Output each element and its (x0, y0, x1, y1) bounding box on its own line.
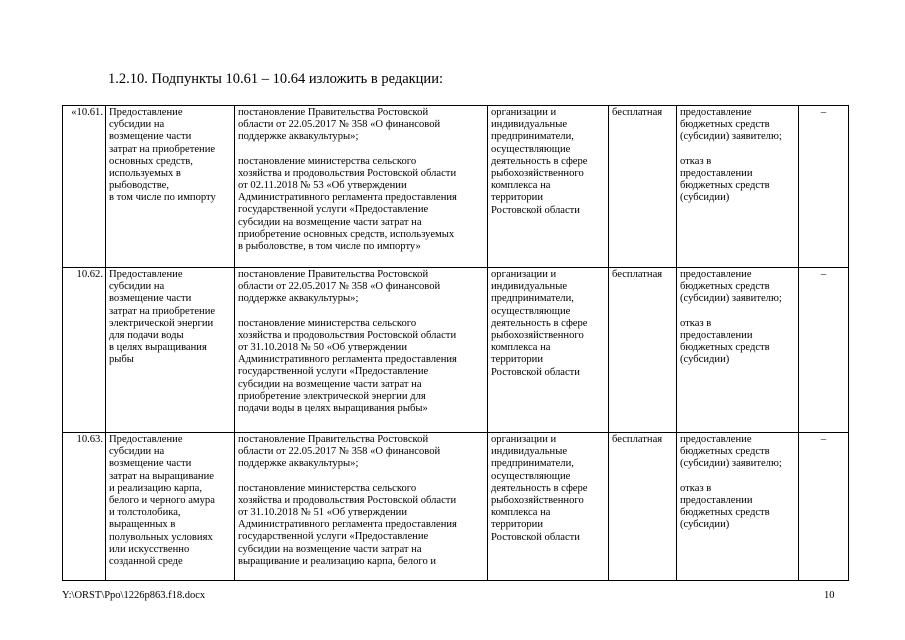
fee: бесплатная (609, 433, 677, 581)
legal-basis-2: постановление министерства сельского хозяйства и продовольствия Ростовской области от 31.10.2018 № 50 «Об утверждении Административного регламента предоставления государственной услуги «Предоставление субсидии на возмещение части затрат на приобретение электрической энергии для подачи воды в целях выращивания рыбы» (238, 317, 457, 415)
result-2: отказ в предоставлении бюджетных средств (субсидии) (680, 482, 770, 531)
legal-basis (235, 433, 488, 581)
result-1: предоставление бюджетных средств (субсидии) заявителю; (680, 107, 782, 143)
section-heading: 1.2.10. Подпункты 10.61 – 10.64 изложить в редакции: (108, 71, 443, 87)
legal-basis-1: постановление Правительства Ростовской области от 22.05.2017 № 358 «О финансовой поддержке аквакультуры»; (238, 434, 441, 470)
page-number: 10 (824, 590, 835, 601)
table-row (63, 106, 849, 268)
row-number: «10.61. (63, 106, 106, 268)
service-name: Предоставление субсидии на возмещение части затрат на приобретение электрической энергии для подачи воды в целях выращивания рыбы (106, 268, 235, 433)
result (677, 433, 799, 581)
result-1: предоставление бюджетных средств (субсидии) заявителю; (680, 269, 782, 305)
recipients: организации и индивидуальные предприниматели, осуществляющие деятельность в сфере рыбохозяйственного комплекса на территории Ростовской области (488, 268, 609, 433)
result (677, 268, 799, 433)
result-2: отказ в предоставлении бюджетных средств (субсидии) (680, 155, 770, 204)
row-number: 10.62. (63, 268, 106, 433)
table-row (63, 433, 849, 581)
last-column: – (799, 268, 849, 433)
services-table (62, 105, 849, 581)
last-column: – (799, 433, 849, 581)
last-column: – (799, 106, 849, 268)
footer-file-path: Y:\ORST\Ppo\1226p863.f18.docx (62, 590, 206, 601)
legal-basis-2: постановление министерства сельского хозяйства и продовольствия Ростовской области от 02.11.2018 № 53 «Об утверждении Административного регламента предоставления государственной услуги «Предоставление субсидии на возмещение части затрат на приобретение основных средств, используемых в рыболовстве, в том числе по импорту» (238, 155, 457, 253)
fee: бесплатная (609, 106, 677, 268)
table-row (63, 268, 849, 433)
result-1: предоставление бюджетных средств (субсидии) заявителю; (680, 434, 782, 470)
legal-basis-2: постановление министерства сельского хозяйства и продовольствия Ростовской области от 31.10.2018 № 51 «Об утверждении Административного регламента предоставления государственной услуги «Предоставление субсидии на возмещение части затрат на выращивание и реализацию карпа, белого и (238, 482, 457, 567)
legal-basis (235, 106, 488, 268)
legal-basis-1: постановление Правительства Ростовской области от 22.05.2017 № 358 «О финансовой поддержке аквакультуры»; (238, 107, 441, 143)
recipients: организации и индивидуальные предприниматели, осуществляющие деятельность в сфере рыбохозяйственного комплекса на территории Ростовской области (488, 433, 609, 581)
legal-basis-1: постановление Правительства Ростовской области от 22.05.2017 № 358 «О финансовой поддержке аквакультуры»; (238, 269, 441, 305)
result (677, 106, 799, 268)
service-name: Предоставление субсидии на возмещение части затрат на выращивание и реализацию карпа, белого и черного амура и толстолобика, выращенных в полувольных условиях или искусственно созданной среде (106, 433, 235, 581)
row-number: 10.63. (63, 433, 106, 581)
service-name: Предоставление субсидии на возмещение части затрат на приобретение основных средств, используемых в рыбоводстве, в том числе по импорту (106, 106, 235, 268)
recipients: организации и индивидуальные предприниматели, осуществляющие деятельность в сфере рыбохозяйственного комплекса на территории Ростовской области (488, 106, 609, 268)
result-2: отказ в предоставлении бюджетных средств (субсидии) (680, 317, 770, 366)
legal-basis (235, 268, 488, 433)
fee: бесплатная (609, 268, 677, 433)
